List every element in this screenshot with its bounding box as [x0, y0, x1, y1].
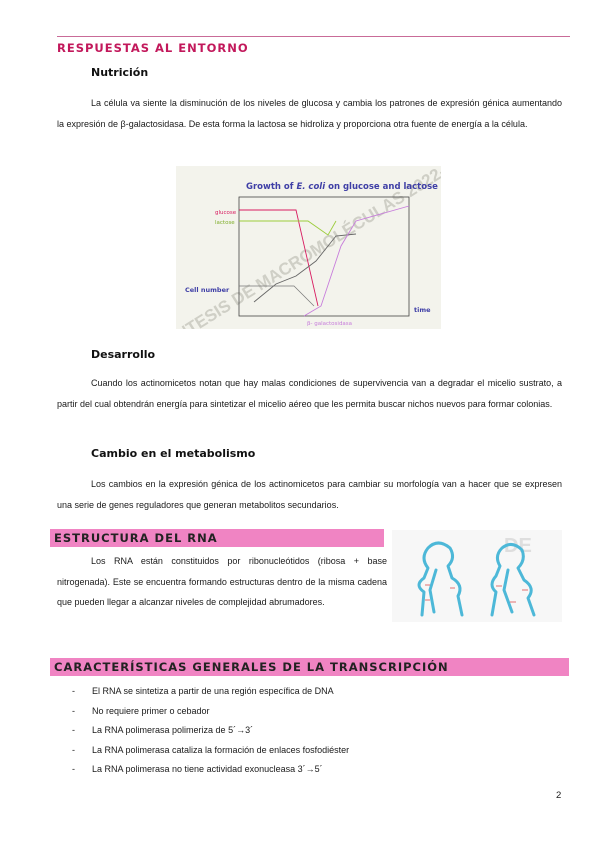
cell-number-label: Cell number — [185, 286, 230, 294]
rna-structure-image — [392, 530, 562, 622]
rna-base-pairs — [425, 585, 528, 602]
section-title-transcripcion: CARACTERÍSTICAS GENERALES DE LA TRANSCRIPCIÓN — [54, 660, 449, 674]
section-band-rna — [50, 529, 384, 547]
page-number: 2 — [556, 790, 562, 801]
growth-figure-svg — [176, 166, 441, 329]
section-band-transcripcion — [50, 658, 569, 676]
list-item: - No requiere primer o cebador — [72, 702, 562, 722]
list-item: - La RNA polimerasa no tiene actividad exonucleasa 3´→5´ — [72, 760, 562, 780]
subheading-nutricion: Nutrición — [91, 66, 149, 79]
rna-structure-left — [419, 543, 462, 615]
bgal-label: β- galactosidasa — [307, 321, 353, 327]
paragraph-nutricion-text: La célula va siente la disminución de los niveles de glucosa y cambia los patrones de expresión génica aumentando la expresión de β-galactosidasa. De esta forma la lactosa se hidroliza y proporciona otra fuente de energía a la célula. — [57, 98, 562, 129]
section-title-rna: ESTRUCTURA DEL RNA — [54, 531, 218, 545]
lactose-label: lactose — [215, 220, 235, 226]
rna-structure-svg — [392, 530, 562, 622]
section-title-respuestas: RESPUESTAS AL ENTORNO — [57, 41, 249, 55]
transcription-list — [72, 682, 562, 780]
paragraph-metabolismo — [57, 474, 562, 515]
paragraph-rna — [57, 551, 387, 613]
subheading-desarrollo: Desarrollo — [91, 348, 156, 361]
paragraph-nutricion — [57, 93, 562, 134]
figure-title: Growth of E. coli on glucose and lactose — [246, 182, 438, 192]
subheading-metabolismo: Cambio en el metabolismo — [91, 447, 256, 460]
paragraph-metabolismo-text: Los cambios en la expresión génica de los actinomicetos para cambiar su morfología van a hacer que se expresen una serie de genes reguladores que generan metabolitos secundarios. — [57, 479, 562, 510]
growth-figure — [176, 166, 441, 329]
glucose-label: glucose — [215, 210, 237, 216]
list-item: - La RNA polimerasa polimeriza de 5´→3´ — [72, 721, 562, 741]
time-label: time — [414, 306, 431, 314]
paragraph-rna-text: Los RNA están constituidos por ribonucleótidos (ribosa + base nitrogenada). Este se encuentra formando estructuras dentro de la misma cadena que pueden llegar a alcanzar niveles de complejidad abrumadores. — [57, 556, 387, 607]
top-divider — [57, 36, 570, 37]
list-item: - La RNA polimerasa cataliza la formación de enlaces fosfodiéster — [72, 741, 562, 761]
list-item: - El RNA se sintetiza a partir de una región específica de DNA — [72, 682, 562, 702]
rna-image-watermark: DE — [504, 535, 532, 557]
figure-watermark: DE MACROMOLÉCULAS 2022-2023 — [228, 166, 441, 310]
paragraph-desarrollo-text: Cuando los actinomicetos notan que hay malas condiciones de supervivencia van a degradar el micelio sustrato, a partir del cual obtendrán energía para sintetizar el micelio aéreo que les permita buscar nichos nuevos para formar colonias. — [57, 378, 562, 409]
lactose-curve — [239, 221, 336, 235]
paragraph-desarrollo — [57, 373, 562, 414]
